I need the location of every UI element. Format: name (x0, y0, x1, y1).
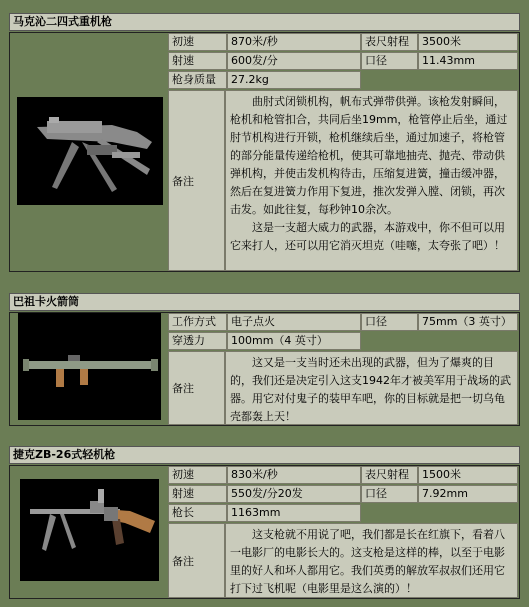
desc-paragraph: 曲肘式闭锁机构，帆布式弹带供弹。该枪发射瞬间，枪机和枪管扣合，共同后坐19mm，枪管停止后坐，通过肘节机构进行开锁，枪机继续后坐，通过加速子，将枪管的部分能量传递给枪机，使其可靠地抽壳、抛壳、带动供弹机构，并使击发机构待击，压缩复进簧，撞击缓冲器，然后在复进簧力作用下复进，推次发弹入膛、闭锁，再次击发。如此往复，每秒钟10余次。 (230, 95, 508, 216)
light-machine-gun-icon (20, 479, 159, 581)
spec-value: 870米/秒 (227, 33, 361, 51)
spec-label: 枪身质量 (168, 71, 227, 89)
machine-gun-icon (17, 97, 163, 205)
bazooka-icon (18, 313, 161, 420)
spec-value: 1500米 (418, 466, 518, 484)
spec-label: 射速 (168, 485, 227, 503)
spec-value: 11.43mm (418, 52, 518, 70)
spec-label: 枪长 (168, 504, 227, 522)
weapon-description (225, 351, 518, 425)
note-label: 备注 (168, 523, 225, 598)
weapon-image (20, 479, 159, 581)
spec-value: 电子点火 (227, 313, 361, 331)
weapon-description (225, 523, 518, 598)
spec-label: 初速 (168, 466, 227, 484)
spec-value: 7.92mm (418, 485, 518, 503)
weapon-image (17, 97, 163, 205)
spec-label: 射速 (168, 52, 227, 70)
spec-value: 600发/分 (227, 52, 361, 70)
desc-paragraph: 这支枪就不用说了吧，我们都是长在红旗下，看着八一电影厂的电影长大的。这支枪是这样的棒，以至于电影里的好人和坏人都用它。我们英勇的解放军叔叔们还用它打下过飞机呢（电影里是这么演的）！ (230, 528, 505, 595)
weapon-title: 马克沁二四式重机枪 (9, 13, 520, 31)
desc-paragraph: 这是一支超大威力的武器，本游戏中，你不但可以用它来打人，还可以用它消灭坦克（哇噻，太夸张了吧）！ (230, 221, 505, 252)
weapon-title: 捷克ZB-26式轻机枪 (9, 446, 520, 464)
note-label: 备注 (168, 90, 225, 271)
spec-label: 表尺射程 (361, 33, 418, 51)
spec-label: 口径 (361, 52, 418, 70)
weapon-image (18, 313, 161, 420)
spec-label: 初速 (168, 33, 227, 51)
spec-value: 75mm（3 英寸） (418, 313, 518, 331)
weapon-title: 巴祖卡火箭筒 (9, 293, 520, 311)
spec-value: 100mm（4 英寸） (227, 332, 361, 350)
note-label: 备注 (168, 351, 225, 425)
spec-label: 口径 (361, 313, 418, 331)
weapon-description (225, 90, 518, 271)
desc-paragraph: 这又是一支当时还未出现的武器，但为了爆爽的目的，我们还是决定引入这支1942年才被美军用于战场的武器。用它对付鬼子的装甲车吧，你的目标就是把一切乌龟壳都轰上天！ (230, 356, 511, 423)
spec-label: 工作方式 (168, 313, 227, 331)
spec-value: 1163mm (227, 504, 361, 522)
spec-label: 穿透力 (168, 332, 227, 350)
spec-value: 27.2kg (227, 71, 361, 89)
spec-value: 550发/分20发 (227, 485, 361, 503)
spec-value: 3500米 (418, 33, 518, 51)
spec-label: 表尺射程 (361, 466, 418, 484)
spec-value: 830米/秒 (227, 466, 361, 484)
spec-label: 口径 (361, 485, 418, 503)
